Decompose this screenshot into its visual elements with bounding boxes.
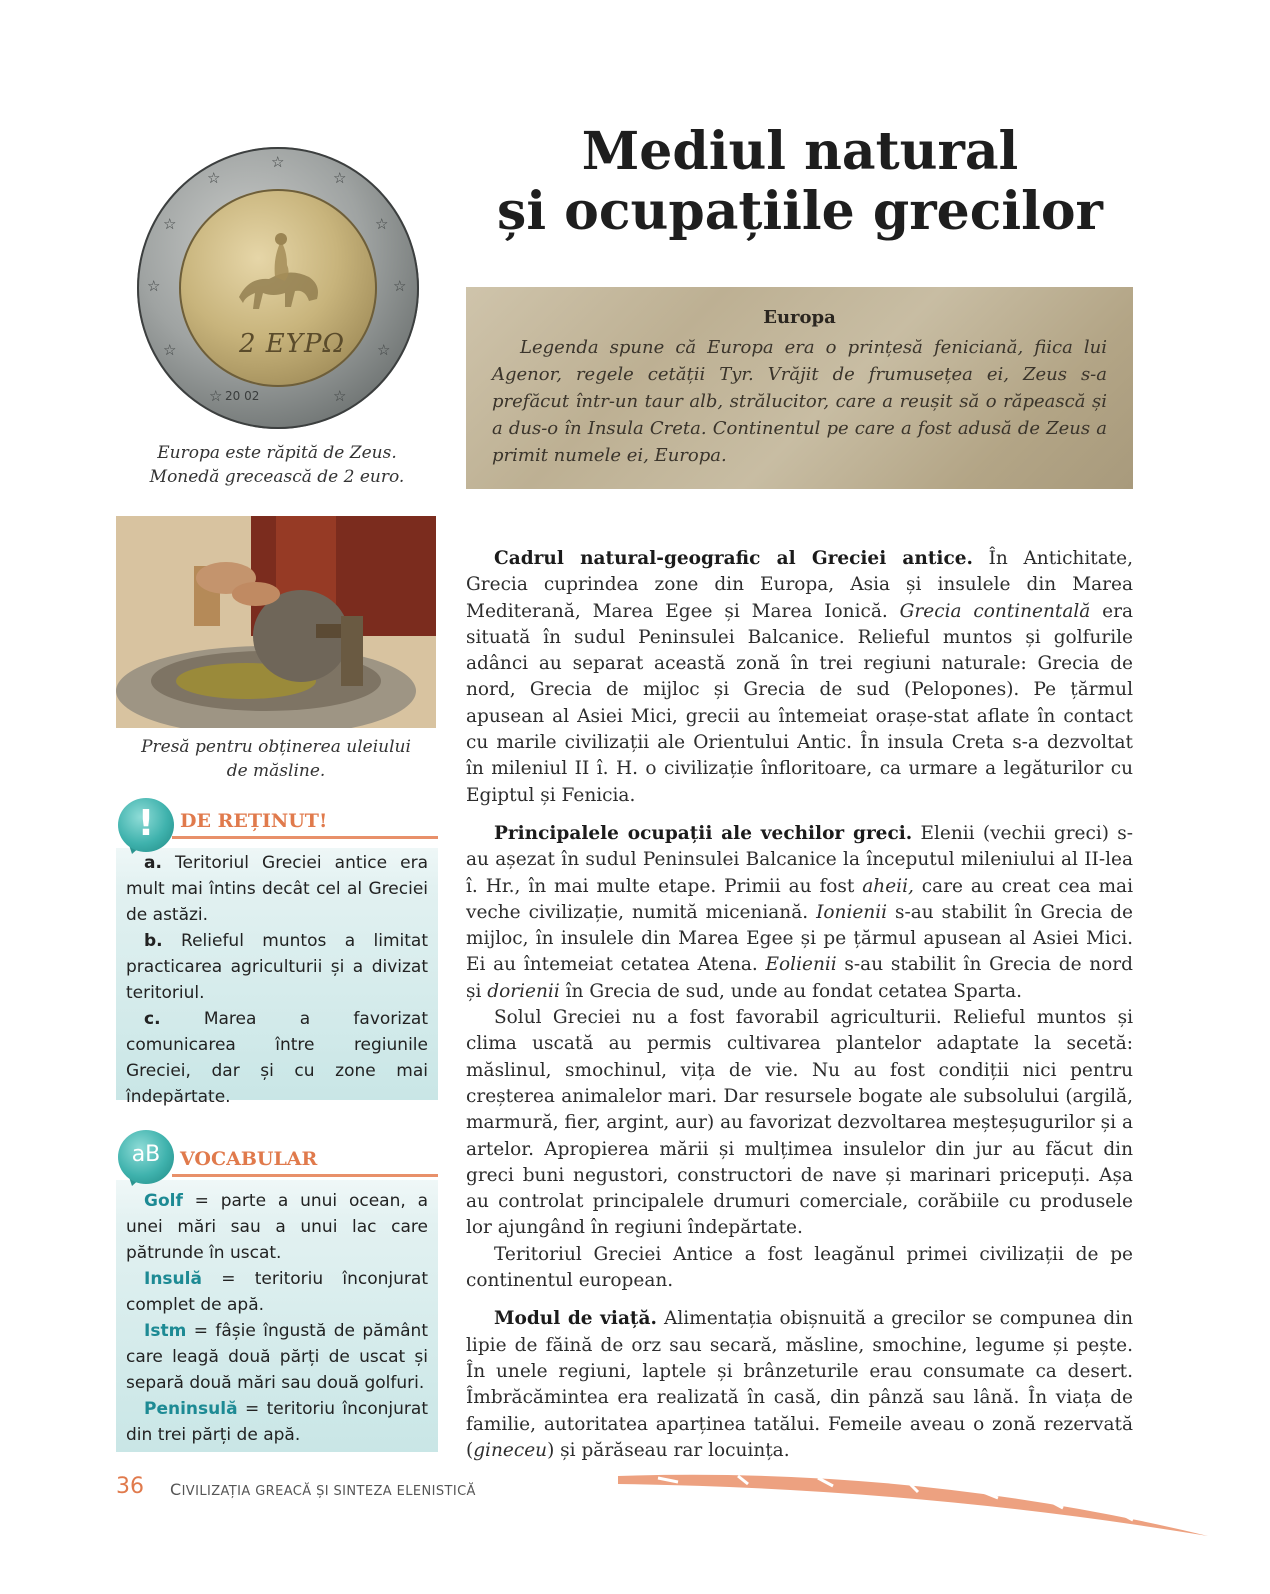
vocabular-item: Insulă = teritoriu înconjurat complet de apă.	[126, 1269, 428, 1315]
vocabular-title: VOCABULAR	[180, 1148, 318, 1170]
olive-press-illustration	[116, 516, 436, 728]
photo-caption-line-1: Presă pentru obținerea uleiului	[141, 737, 411, 757]
vocabular-item: Peninsulă = teritoriu înconjurat din trei părți de apă.	[126, 1399, 428, 1445]
vocabulary-icon: aB	[118, 1130, 174, 1184]
star-icon: ☆	[147, 277, 161, 295]
main-text	[466, 546, 1133, 1464]
decorative-swoosh	[618, 1470, 1208, 1540]
retinut-rule	[172, 836, 438, 839]
legend-title: Europa	[763, 307, 836, 328]
retinut-item: b. Relieful muntos a limitat practicarea agriculturii și a divizat teritoriul.	[126, 931, 428, 1003]
paragraph-teritoriul: Teritoriul Greciei Antice a fost leagănul primei civilizații de pe continentul european.	[466, 1243, 1133, 1292]
star-icon: ☆	[207, 169, 221, 187]
legend-box	[466, 287, 1133, 489]
coin-caption-line-1: Europa este răpită de Zeus.	[157, 443, 397, 463]
retinut-body	[126, 850, 428, 1110]
star-icon: ☆	[271, 153, 285, 171]
photo-caption	[116, 735, 436, 783]
paragraph-solul: Solul Greciei nu a fost favorabil agriculturii. Relieful muntos și clima uscată au permis cultivarea plantelor adaptate la secetă: măslinul, smochinul, vița de vie. Nu au fost condiții nici pentru creșterea animalelor mari. Dar resursele bogate ale subsolului (argilă, marmură, fier, argint, aur) au favorizat dezvoltarea meșteșugurilor și a artelor. Apropierea mării și mulțimea insulelor din jur au făcut din greci buni negustori, constructori de nave și marinari pricepuți. Așa au controlat principalele drumuri comerciale, corăbiile cu produsele lor ajungând în regiuni îndepărtate.	[466, 1007, 1133, 1239]
retinut-title: DE REȚINUT!	[180, 810, 328, 832]
olive-press-photo	[116, 516, 436, 728]
euro-coin-image	[137, 147, 419, 429]
star-icon: ☆	[333, 387, 347, 405]
exclamation-icon: !	[118, 798, 174, 852]
europa-bull-icon	[229, 227, 327, 319]
star-icon: ☆	[375, 215, 389, 233]
star-icon: ☆	[163, 341, 177, 359]
photo-caption-line-2: de măsline.	[226, 761, 326, 781]
page-number: 36	[116, 1474, 144, 1499]
coin-center	[179, 189, 377, 387]
coin-caption-line-2: Monedă grecească de 2 euro.	[149, 467, 405, 487]
star-icon: ☆	[163, 215, 177, 233]
coin-caption	[138, 441, 416, 489]
title-line-2: și ocupațiile grecilor	[497, 181, 1103, 242]
title-line-1: Mediul natural	[581, 121, 1019, 182]
vocabular-item: Istm = fâșie îngustă de pământ care leagă două părți de uscat și separă două mări sau două golfuri.	[126, 1321, 428, 1393]
coin-inscription: 2 ΕΥΡΩ	[239, 329, 346, 359]
page-title	[470, 122, 1130, 242]
vocabular-box	[116, 1128, 438, 1452]
retinut-item: c. Marea a favorizat comunicarea între regiunile Greciei, dar și cu zone mai îndepărtate.	[126, 1009, 428, 1107]
star-icon: ☆	[209, 387, 223, 405]
star-icon: ☆	[393, 277, 407, 295]
vocabular-body	[126, 1188, 428, 1448]
star-icon: ☆	[377, 341, 391, 359]
legend-text: Legenda spune că Europa era o prințesă feniciană, fiica lui Agenor, regele cetății Tyr. Vrăjit de frumusețea ei, Zeus s-a prefăcut într-un taur alb, strălucitor, care a reușit să o răpească și a dus-o în Insula Creta. Continentul pe care a fost adusă de Zeus a primit numele ei, Europa.	[492, 337, 1107, 466]
paragraph-cadrul: Cadrul natural-geografic al Greciei antice. În Antichitate, Grecia cuprindea zone din Europa, Asia și insulele din Marea Mediterană, Marea Egee și Marea Ionică. Grecia continentală era situată în sudul Peninsulei Balcanice. Relieful muntos și golfurile adânci au separat această zonă în trei regiuni naturale: Grecia de nord, Grecia de mijloc și Grecia de sud (Pelopones). Pe țărmul apusean al Asiei Mici, grecii au întemeiat orașe-stat aflate în contact cu marile civilizații ale Orientului Antic. În insula Creta s-a dezvoltat în mileniul II î. H. o civilizație înfloritoare, ca urmare a legăturilor cu Egiptul și Fenicia.	[466, 548, 1134, 806]
paragraph-modul-de-viata: Modul de viață. Alimentația obișnuită a grecilor se compunea din lipie de făină de orz sau secară, măsline, smochine, legume și pește. În unele regiuni, laptele și brânzeturile erau consumate ca desert. Îmbrăcămintea era realizată în casă, din pânză sau lână. În viața de familie, autoritatea aparținea tatălui. Femeile aveau o zonă rezervată (gineceu) și părăseau rar locuința.	[466, 1308, 1134, 1461]
vocabular-rule	[172, 1174, 438, 1177]
retinut-box	[116, 796, 438, 1107]
vocabular-item: Golf = parte a unui ocean, a unei mări sau a unui lac care pătrunde în uscat.	[126, 1191, 428, 1263]
retinut-item: a. Teritoriul Greciei antice era mult mai întins decât cel al Greciei de astăzi.	[126, 853, 428, 925]
coin-year: 20 02	[225, 389, 260, 403]
chapter-title: CIVILIZAȚIA GREACĂ ȘI SINTEZA ELENISTICĂ	[170, 1480, 476, 1499]
star-icon: ☆	[333, 169, 347, 187]
paragraph-ocupatii: Principalele ocupații ale vechilor greci. Elenii (vechii greci) s-au așezat în sudul Peninsulei Balcanice la începutul mileniului al II-lea î. Hr., în mai multe etape. Primii au fost aheii, care au creat cea mai veche civilizație, numită miceniană. Ionienii s-au stabilit în Grecia de mijloc, în insulele din Marea Egee și pe țărmul apusean al Asiei Mici. Ei au întemeiat cetatea Atena. Eolienii s-au stabilit în Grecia de nord și dorienii în Grecia de sud, unde au fondat cetatea Sparta.	[466, 822, 1133, 1002]
